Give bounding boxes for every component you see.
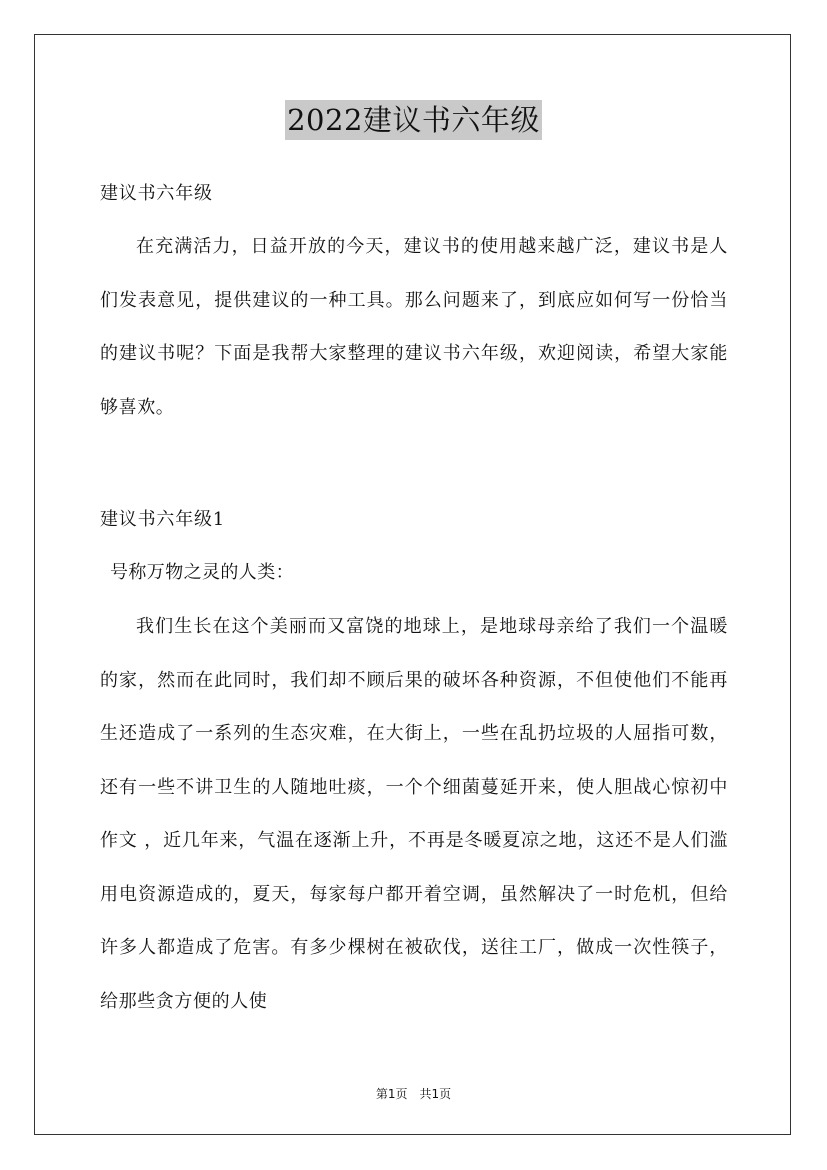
intro-paragraph: 在充满活力，日益开放的今天，建议书的使用越来越广泛，建议书是人们发表意见，提供建议的一种工具。那么问题来了，到底应如何写一份恰当的建议书呢？下面是我帮大家整理的建议书六年级，欢迎阅读，希望大家能够喜欢。	[100, 236, 728, 418]
body-paragraph: 我们生长在这个美丽而又富饶的地球上，是地球母亲给了我们一个温暖的家，然而在此同时，我们却不顾后果的破坏各种资源，不但使他们不能再生还造成了一系列的生态灾难，在大街上，一些在乱扔垃圾的人屈指可数，还有一些不讲卫生的人随地吐痰，一个个细菌蔓延开来，使人胆战心惊初中作文 ，近几年来，气温在逐渐上升，不再是冬暖夏凉之地，这还不是人们滥用电资源造成的，夏天，每家每户都开着空调，虽然解决了一时危机，但给许多人都造成了危害。有多少棵树在被砍伐，送往工厂，做成一次性筷子，给那些贪方便的人使	[100, 616, 728, 1012]
document-title: 2022建议书六年级	[285, 100, 542, 140]
page-total: 共1页	[419, 1087, 452, 1101]
salutation: 号称万物之灵的人类：	[110, 562, 294, 583]
page-footer	[0, 1085, 827, 1102]
title-container	[0, 100, 827, 140]
document-subtitle: 建议书六年级	[100, 183, 213, 204]
section-heading: 建议书六年级1	[100, 509, 226, 530]
page-number: 第1页	[375, 1087, 408, 1101]
